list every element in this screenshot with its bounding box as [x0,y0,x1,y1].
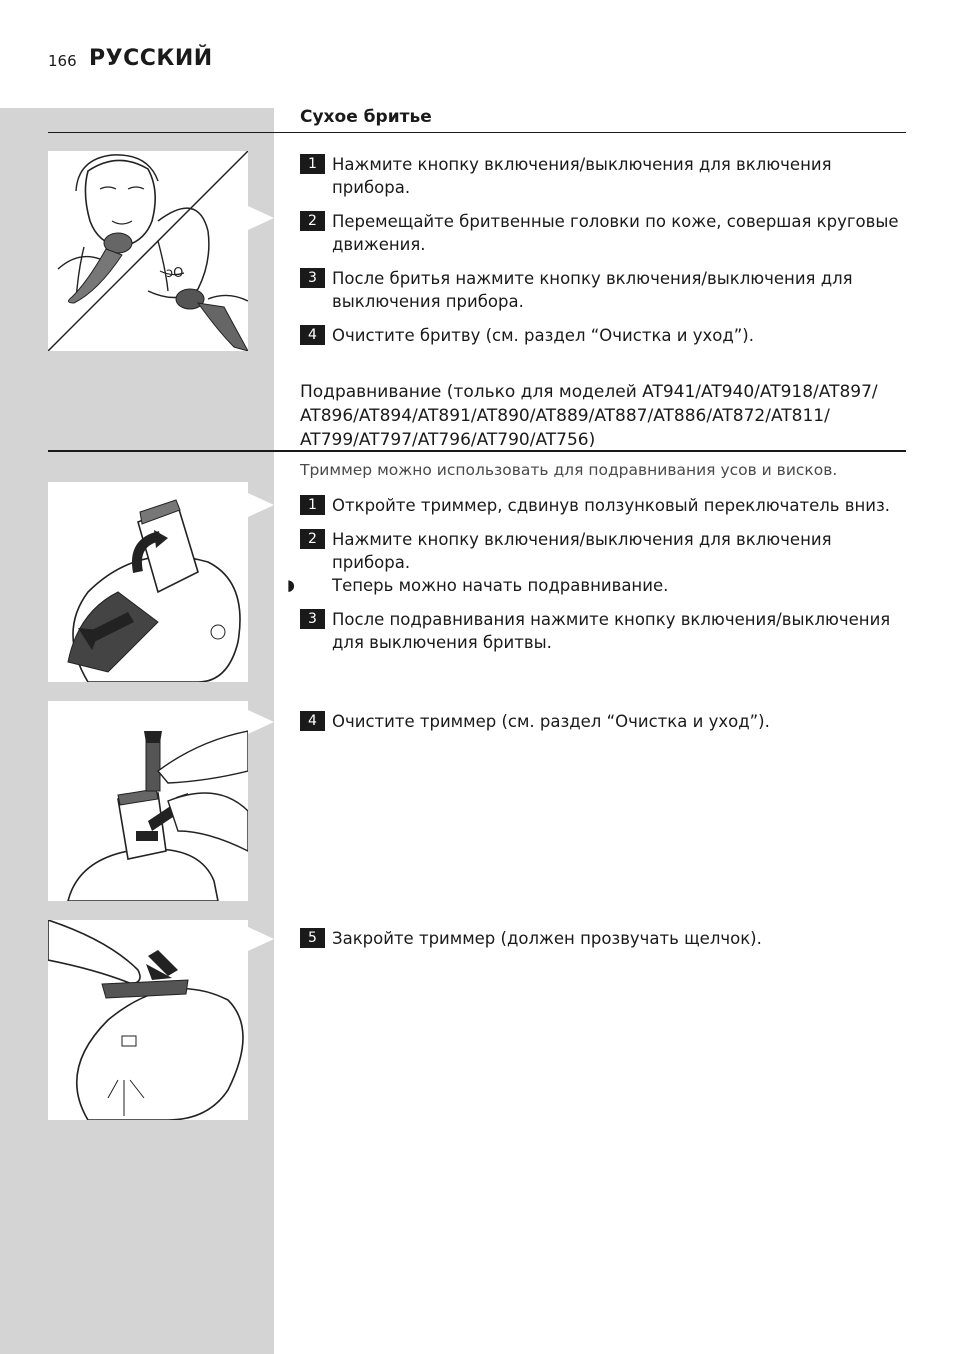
step-text: Перемещайте бритвенные головки по коже, совершая круговые движения. [332,212,899,254]
trim-step-5 [300,927,900,950]
step-number: 2 [300,529,325,549]
step-number: 2 [300,211,325,231]
close-trimmer-drawing [48,920,248,1120]
step-number: 1 [300,495,325,515]
trim-step-2 [300,528,900,574]
illustration-pointer [248,710,274,734]
section-title-trimming: Подравнивание (только для моделей AT941/AT940/AT918/AT897/ AT896/AT894/AT891/AT890/AT889/AT887/AT886/AT872/AT811/ AT799/AT797/AT796/AT790/AT756) [300,382,878,450]
dry-step-2 [300,210,900,256]
section-title-dry-shaving: Сухое бритье [300,107,432,127]
page-number: 166 [48,52,77,70]
step-number: 5 [300,928,325,948]
clean-trimmer-drawing [48,701,248,901]
illustration-shaving-face [48,151,248,351]
illustration-close-trimmer [48,920,248,1120]
step-text: Очистите бритву (см. раздел “Очистка и уход”). [332,326,754,345]
section-divider [48,132,906,133]
dry-step-4 [300,324,900,347]
trim-step-1 [300,494,900,517]
step-number: 3 [300,268,325,288]
dry-step-1 [300,153,900,199]
step-text: После бритья нажмите кнопку включения/выключения для выключения прибора. [332,269,853,311]
step-text: Очистите триммер (см. раздел “Очистка и уход”). [332,712,770,731]
step-number: 4 [300,325,325,345]
step-text: После подравнивания нажмите кнопку включения/выключения для выключения бритвы. [332,610,891,652]
shaving-face-drawing [48,151,248,351]
page-language-title: РУССКИЙ [89,46,213,71]
bullet-text: Теперь можно начать подравнивание. [332,576,669,595]
illustration-clean-trimmer [48,701,248,901]
open-trimmer-drawing [48,482,248,682]
step-text: Закройте триммер (должен прозвучать щелчок). [332,929,762,948]
illustration-pointer [248,927,274,951]
dry-step-3 [300,267,900,313]
section-divider [48,450,906,452]
illustration-pointer [248,493,274,517]
step-number: 1 [300,154,325,174]
step-number: 3 [300,609,325,629]
illustration-open-trimmer [48,482,248,682]
trim-step-3 [300,608,900,654]
step-number: 4 [300,711,325,731]
bullet-icon: ◗ [287,576,295,594]
step-text: Откройте триммер, сдвинув ползунковый переключатель вниз. [332,496,891,515]
trimming-intro: Триммер можно использовать для подравнивания усов и висков. [300,461,838,479]
trim-step-4 [300,710,900,733]
svg-text:ↄO: ↄO [166,266,184,281]
step-text: Нажмите кнопку включения/выключения для включения прибора. [332,530,832,572]
step-text: Нажмите кнопку включения/выключения для включения прибора. [332,155,832,197]
trim-bullet [287,574,897,597]
illustration-pointer [248,206,274,230]
